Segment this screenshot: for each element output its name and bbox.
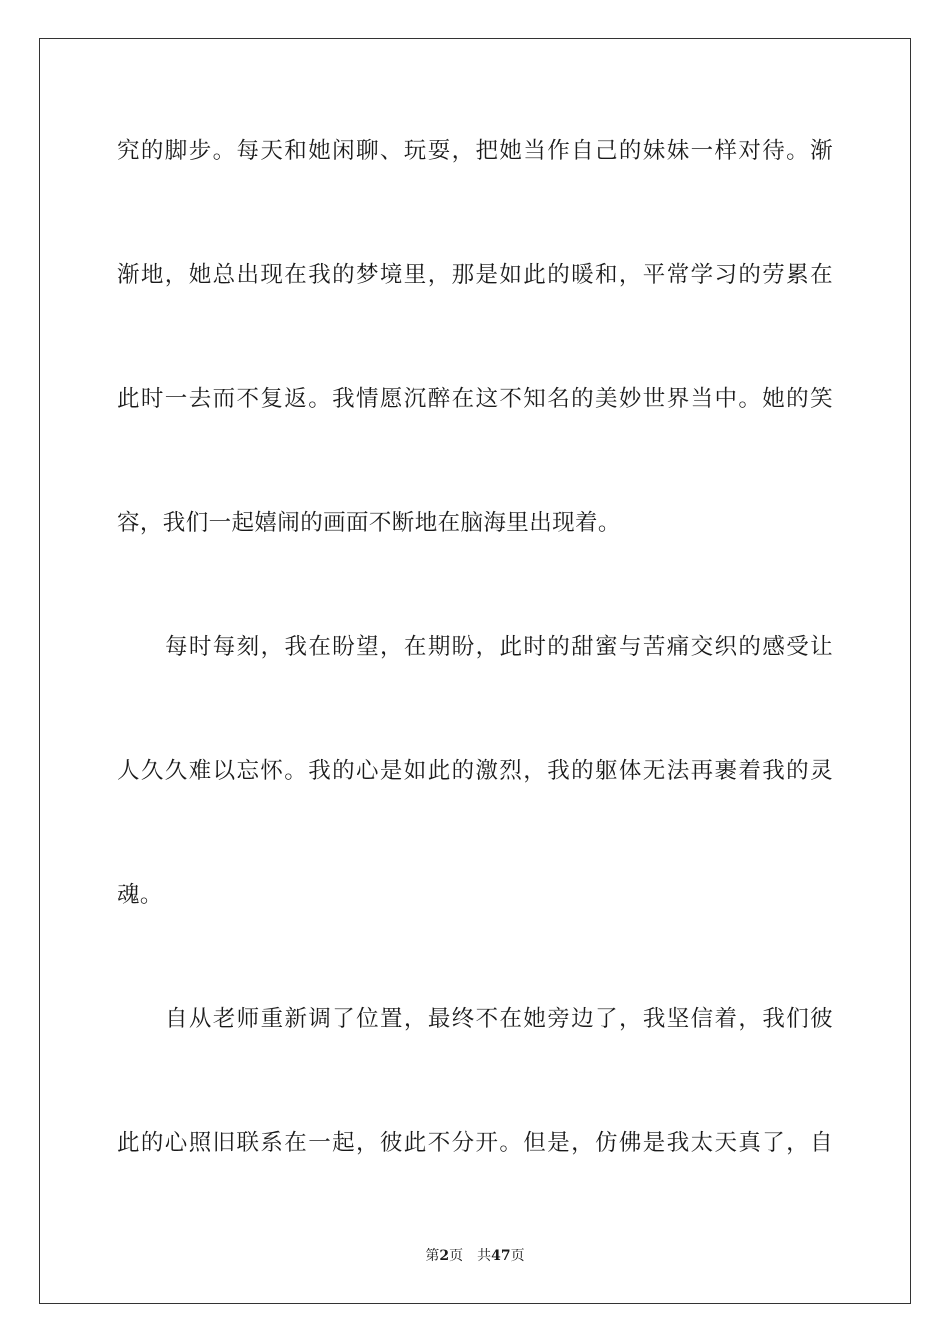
text-line-7: 魂。 <box>117 882 163 908</box>
total-pages: 47 <box>491 1248 511 1264</box>
total-suffix: 页 <box>510 1248 525 1264</box>
page-suffix: 页 <box>449 1248 464 1264</box>
text-line-6: 人久久难以忘怀。我的心是如此的激烈，我的躯体无法再裹着我的灵 <box>117 758 833 784</box>
text-line-4: 容，我们一起嬉闹的画面不断地在脑海里出现着。 <box>117 510 621 536</box>
text-line-2: 渐地，她总出现在我的梦境里，那是如此的暖和，平常学习的劳累在 <box>117 262 833 288</box>
total-prefix: 共 <box>477 1248 492 1264</box>
text-line-5: 每时每刻，我在盼望，在期盼，此时的甜蜜与苦痛交织的感受让 <box>165 634 833 660</box>
text-line-3: 此时一去而不复返。我情愿沉醉在这不知名的美妙世界当中。她的笑 <box>117 386 833 412</box>
page-prefix: 第 <box>425 1248 440 1264</box>
page-footer <box>0 1247 950 1265</box>
text-line-1: 究的脚步。每天和她闲聊、玩耍，把她当作自己的妹妹一样对待。渐 <box>117 138 833 164</box>
page-border <box>39 38 911 1304</box>
text-line-9: 此的心照旧联系在一起，彼此不分开。但是，仿佛是我太天真了，自 <box>117 1130 833 1156</box>
text-line-8: 自从老师重新调了位置，最终不在她旁边了，我坚信着，我们彼 <box>165 1006 833 1032</box>
page-number: 2 <box>439 1248 450 1264</box>
